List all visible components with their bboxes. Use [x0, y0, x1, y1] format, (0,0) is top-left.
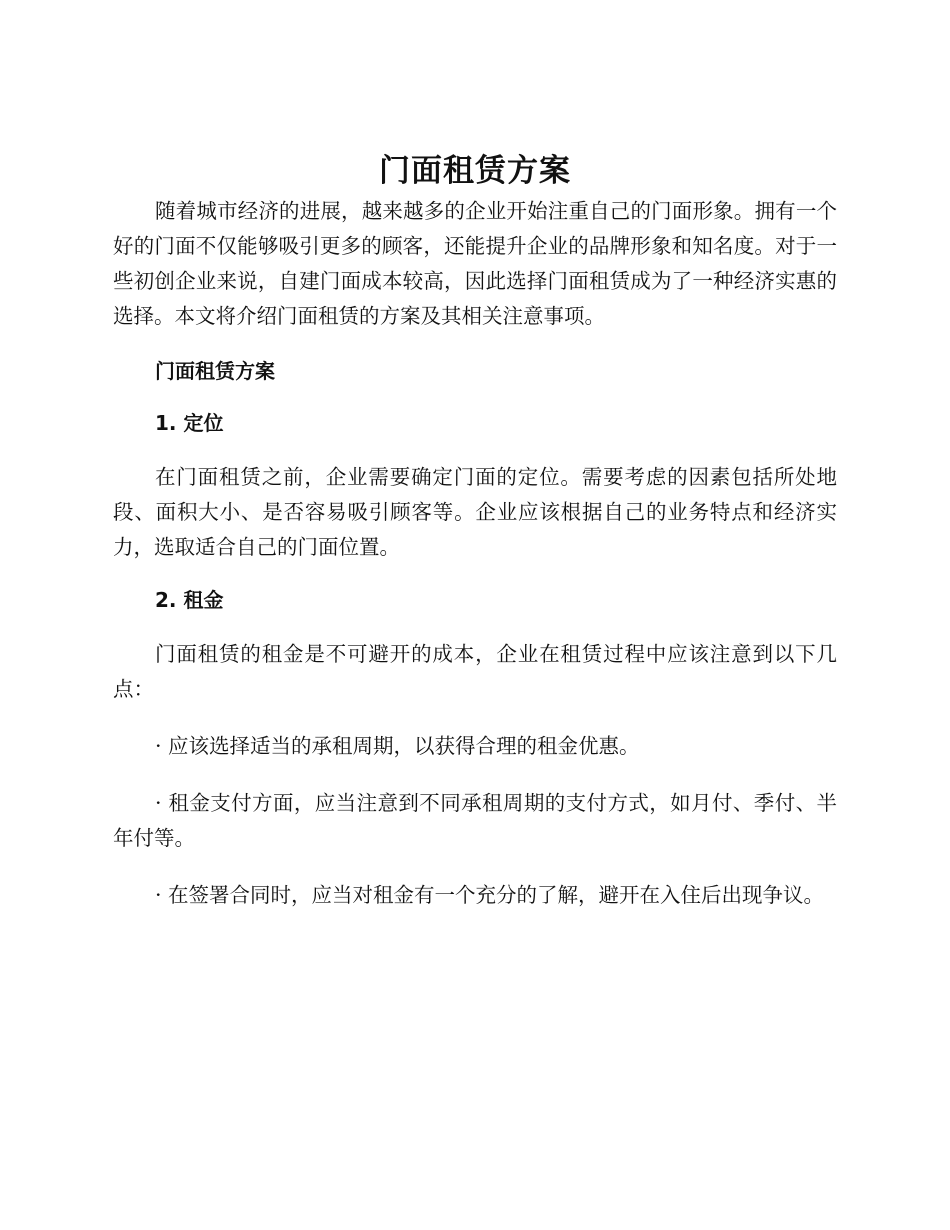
rent-paragraph: 门面租赁的租金是不可避开的成本，企业在租赁过程中应该注意到以下几点：	[113, 642, 837, 701]
section-heading: 门面租赁方案	[155, 359, 275, 383]
bullet-item: · 租金支付方面，应当注意到不同承租周期的支付方式，如月付、季付、半年付等。	[113, 791, 837, 850]
document-page	[113, 150, 837, 913]
bullet-item: · 在签署合同时，应当对租金有一个充分的了解，避开在入住后出现争议。	[155, 883, 825, 907]
intro-paragraph: 随着城市经济的进展，越来越多的企业开始注重自己的门面形象。拥有一个好的门面不仅能够吸引更多的顾客，还能提升企业的品牌形象和知名度。对于一些初创企业来说，自建门面成本较高，因此选择门面租赁成为了一种经济实惠的选择。本文将介绍门面租赁的方案及其相关注意事项。	[113, 199, 837, 328]
bullet-item: · 应该选择适当的承租周期，以获得合理的租金优惠。	[155, 734, 640, 758]
positioning-paragraph: 在门面租赁之前，企业需要确定门面的定位。需要考虑的因素包括所处地段、面积大小、是否容易吸引顾客等。企业应该根据自己的业务特点和经济实力，选取适合自己的门面位置。	[113, 465, 837, 559]
subsection-heading-positioning: 1. 定位	[155, 411, 224, 435]
subsection-heading-rent: 2. 租金	[155, 588, 224, 612]
document-title: 门面租赁方案	[379, 153, 571, 189]
